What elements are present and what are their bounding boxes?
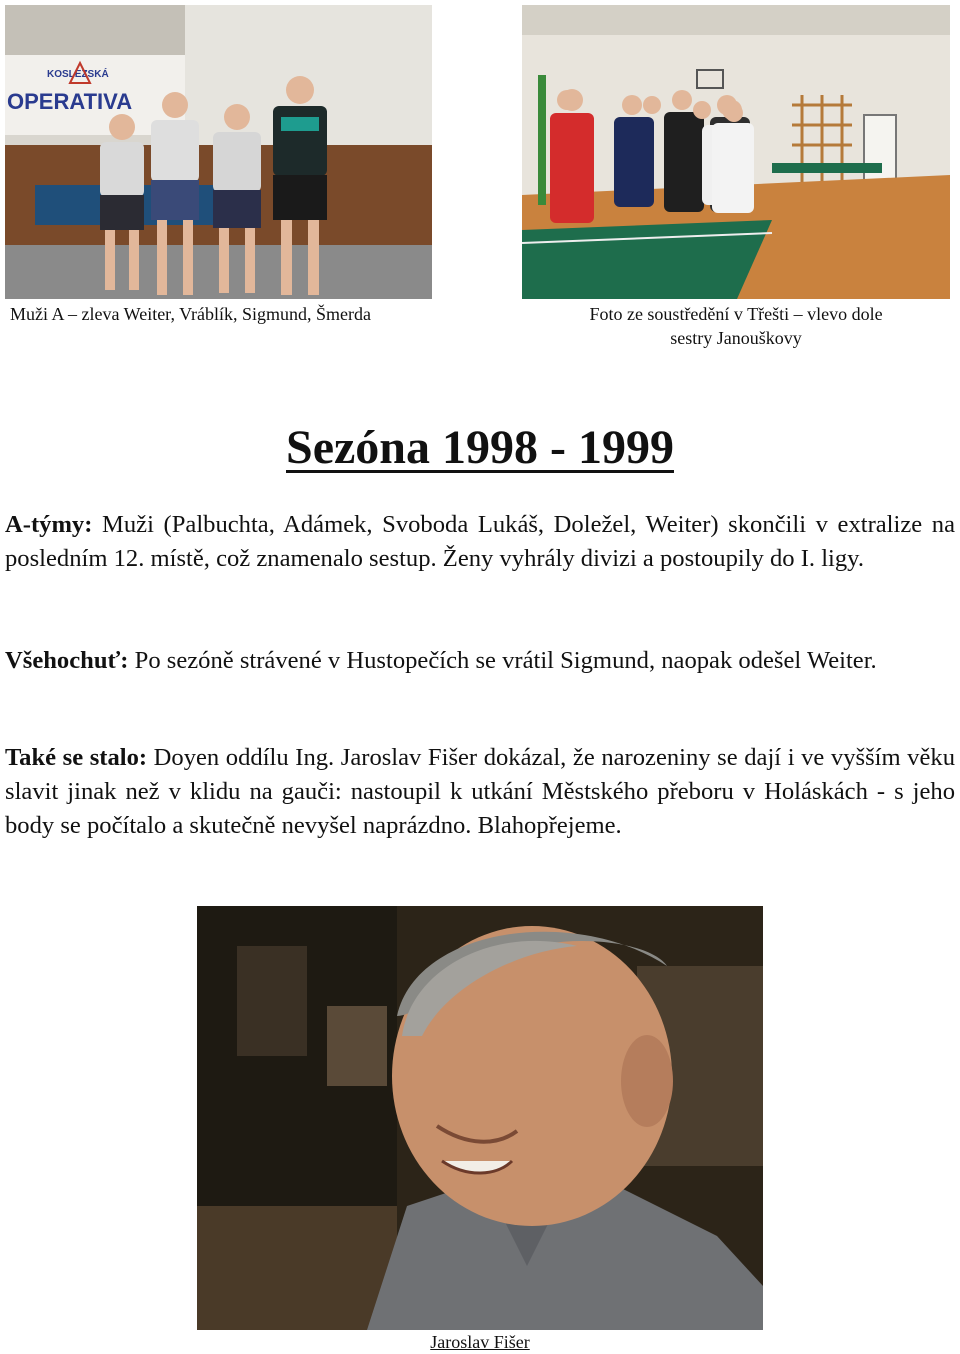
section-title: Sezóna 1998 - 1999 <box>286 421 674 474</box>
photo-training-camp <box>522 5 950 299</box>
banner-text-top: KOSLEZSKÁ <box>47 69 109 80</box>
banner-text-main: OPERATIVA <box>7 89 133 114</box>
paragraph-a-teams <box>5 508 955 576</box>
paragraph-also-happened <box>5 741 955 843</box>
paragraph-label: Také se stalo: <box>5 744 148 771</box>
photo-mens-team <box>5 5 432 299</box>
paragraph-miscellany <box>5 644 955 678</box>
photo-portrait <box>197 906 763 1330</box>
paragraph-label: Všehochuť: <box>5 647 129 674</box>
paragraph-label: A-týmy: <box>5 511 93 538</box>
paragraph-text: Po sezóně strávené v Hustopečích se vrátil Sigmund, naopak odešel Weiter. <box>128 647 877 674</box>
paragraph-text: Muži (Palbuchta, Adámek, Svoboda Lukáš, Doležel, Weiter) skončili v extralize na posledním 12. místě, což znamenalo sestup. Ženy vyhrály divizi a postoupily do I. ligy. <box>5 511 955 572</box>
paragraph-text: Doyen oddílu Ing. Jaroslav Fišer dokázal, že narozeniny se dají i ve vyšším věku slavit jinak než v klidu na gauči: nastoupil k utkání Městského přeboru v Holáskách - s jeho body se počítalo a skutečně nevyšel naprázdno. Blahopřejeme. <box>5 744 955 839</box>
photo-caption-training-camp-line1: Foto ze soustředění v Třešti – vlevo dole <box>589 304 883 324</box>
photo-caption-training-camp-line2: sestry Janouškovy <box>670 328 802 348</box>
photo-caption-portrait: Jaroslav Fišer <box>430 1332 530 1352</box>
photo-caption-mens-team: Muži A – zleva Weiter, Vráblík, Sigmund, Šmerda <box>10 304 372 324</box>
